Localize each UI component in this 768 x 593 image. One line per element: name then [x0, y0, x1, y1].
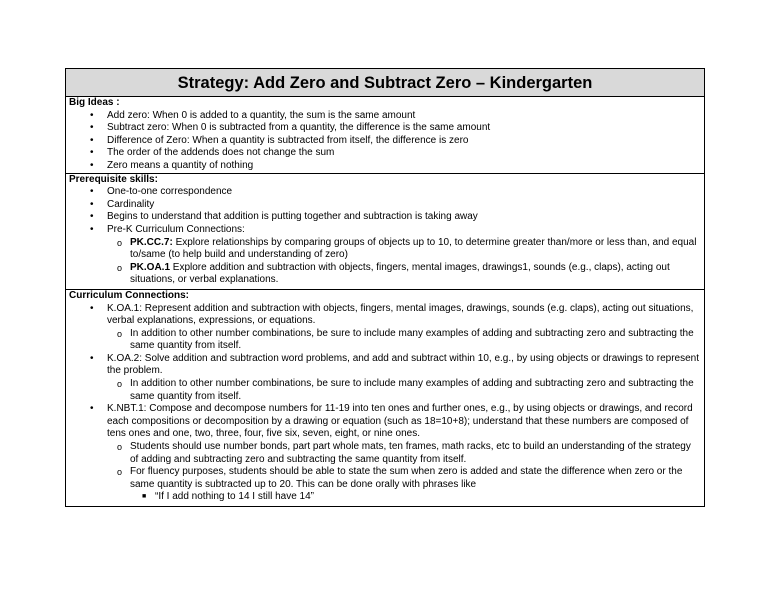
square-bullet-icon: ■: [142, 493, 147, 501]
prerequisite-heading: Prerequisite skills:: [69, 173, 158, 185]
list-item: • One-to-one correspondence: [90, 186, 233, 198]
title-cell: [66, 69, 705, 97]
sub-sub-list: [130, 491, 701, 506]
curriculum-heading: Curriculum Connections:: [69, 289, 190, 301]
list-item: o For fluency purposes, students should be able to state the sum when zero is added and state the difference when zero or the same quantity is subtracted up to 20. This can be done orally with phrases like ■ “If I add nothing to 14 I still have 14”: [107, 466, 701, 506]
list-item: o PK.OA.1 Explore addition and subtraction with objects, fingers, mental images, drawings1, sounds (e.g., claps), acting out situations, or verbal explanations.: [117, 261, 670, 286]
list-item: • Zero means a quantity of nothing: [90, 159, 254, 171]
circle-bullet-icon: o: [117, 442, 123, 453]
sub-list: [107, 328, 701, 353]
strategy-document: [65, 68, 705, 507]
bullet-icon: •: [90, 302, 94, 314]
bullet-icon: •: [90, 147, 94, 159]
big-ideas-section: [66, 97, 705, 174]
list-item: o In addition to other number combinations, be sure to include many examples of adding and subtracting zero and subtracting the same quantity from itself.: [117, 378, 694, 402]
list-item: • Begins to understand that addition is putting together and subtraction is taking away: [90, 211, 478, 223]
circle-bullet-icon: o: [117, 237, 123, 248]
prerequisite-list: [69, 186, 701, 289]
list-item: ■ “If I add nothing to 14 I still have 14”: [142, 491, 314, 503]
list-item: • K.OA.2: Solve addition and subtraction word problems, and add and subtract within 10, e.g., by using objects or drawings to represent the problem. o In addition to other number combinations, be sure to include many examples of adding and subtracting zero and subtracting the same quantity from itself.: [90, 352, 700, 402]
list-item: • Difference of Zero: When a quantity is subtracted from itself, the difference is zero: [90, 134, 469, 146]
list-item: • Subtract zero: When 0 is subtracted from a quantity, the difference is the same amount: [90, 122, 491, 134]
prerequisite-section: [66, 173, 705, 289]
pre-k-connections-list: [107, 237, 701, 289]
list-item: • The order of the addends does not change the sum: [90, 147, 335, 159]
bullet-icon: •: [90, 186, 94, 198]
big-ideas-heading: Big Ideas :: [69, 97, 120, 108]
bullet-icon: •: [90, 109, 94, 121]
curriculum-section: [66, 289, 705, 506]
circle-bullet-icon: o: [117, 328, 123, 339]
list-item: o Students should use number bonds, part part whole mats, ten frames, math racks, etc to build an understanding of the strategy of adding and subtracting zero and subtracting the same quantity from itself.: [117, 441, 691, 465]
big-ideas-list: [69, 110, 701, 173]
circle-bullet-icon: o: [117, 262, 123, 273]
sub-list: [107, 378, 701, 403]
list-item: • Add zero: When 0 is added to a quantity, the sum is the same amount: [90, 109, 416, 121]
bullet-icon: •: [90, 403, 94, 415]
list-item: • K.NBT.1: Compose and decompose numbers for 11-19 into ten ones and further ones, e.g., by using objects or drawings, and record each compositions or decomposition by a drawing or equation (such as 18=10+8); understand that these numbers are composed of tens ones and one, two, three, four, five six, seven, eight, or nine ones. o Students should use number bonds, part part whole mats, ten frames, math racks, etc to build an understanding of the strategy of adding and subtracting zero and subtracting the same quantity from itself. o For fluency purposes, students should be able to state the sum when zero is added and state the difference when zero or the same quantity is subtracted up to 20. This can be done orally with phrases like ■ “If I add nothing to 14 I still have 14”: [69, 403, 701, 506]
circle-bullet-icon: o: [117, 467, 123, 478]
bullet-icon: •: [90, 211, 94, 223]
bullet-icon: •: [90, 122, 94, 134]
curriculum-list: [69, 303, 701, 507]
sub-list: [107, 441, 701, 506]
list-item: • K.OA.1: Represent addition and subtraction with objects, fingers, mental images, drawings, sounds (e.g. claps), acting out situations, verbal explanations, expressions, or equations. o In addition to other number combinations, be sure to include many examples of adding and subtracting zero and subtracting the same quantity from itself.: [69, 303, 701, 353]
list-item: o In addition to other number combinations, be sure to include many examples of adding and subtracting zero and subtracting the same quantity from itself.: [117, 327, 694, 352]
bullet-icon: •: [90, 223, 94, 235]
list-item: • Pre-K Curriculum Connections: o PK.CC.7: Explore relationships by comparing groups of objects up to 10, to determine greater than/more or less than, and equal to/same (to help build and understanding of zero) o PK.OA.1 Explore addition and subtraction with objects, fingers, mental images, drawings1, sounds (e.g., claps), acting out situations, or verbal explanations.: [69, 224, 701, 289]
bullet-icon: •: [90, 352, 94, 364]
page-title: Strategy: Add Zero and Subtract Zero – Kindergarten: [177, 74, 593, 92]
bullet-icon: •: [90, 134, 94, 146]
list-item: • Cardinality: [90, 198, 155, 210]
bullet-icon: •: [90, 159, 94, 171]
list-item: o PK.CC.7: Explore relationships by comparing groups of objects up to 10, to determine greater than/more or less than, and equal to/same (to help build and understanding of zero): [117, 236, 697, 261]
bullet-icon: •: [90, 198, 94, 210]
strategy-table: [65, 68, 705, 507]
circle-bullet-icon: o: [117, 379, 123, 390]
